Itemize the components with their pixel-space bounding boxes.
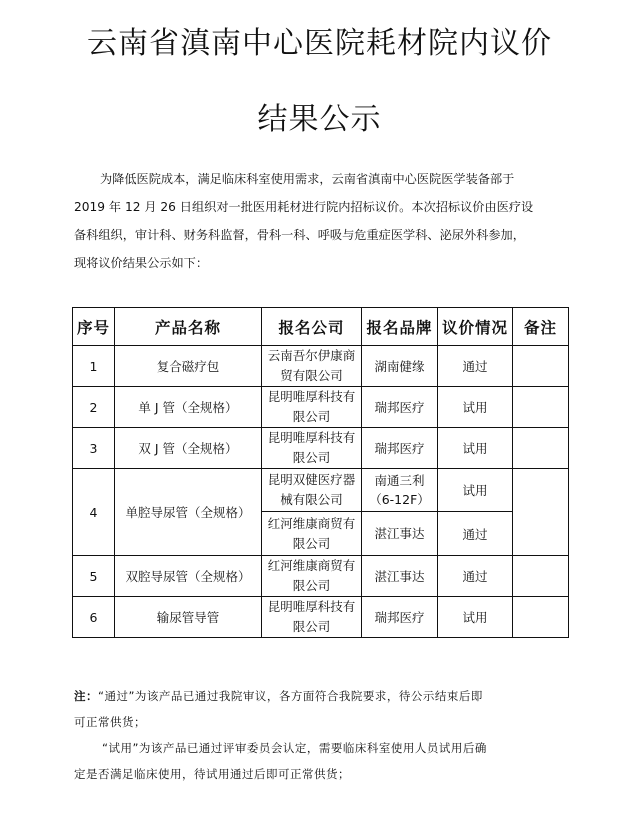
cell-brand: 瑞邦医疗 [362,387,438,428]
table-row [73,469,569,512]
cell-company: 红河维康商贸有 限公司 [262,556,362,597]
table-row [73,428,569,469]
note-line: 注：“通过”为该产品已通过我院审议，各方面符合我院要求，待公示结束后即 [74,689,483,703]
cell-company: 昆明双健医疗器 械有限公司 [262,469,362,512]
cell-company: 云南吾尔伊康商 贸有限公司 [262,346,362,387]
header-company: 报名公司 [262,308,362,346]
cell-remark [513,556,569,597]
cell-brand: 湖南健缘 [362,346,438,387]
cell-brand: 南通三利 （6-12F） [362,469,438,512]
cell-no: 3 [73,428,115,469]
intro-paragraph [74,165,574,277]
cell-status: 试用 [438,428,513,469]
table-row [73,346,569,387]
cell-no: 6 [73,597,115,638]
cell-status: 通过 [438,556,513,597]
note-line: 定是否满足临床使用，待试用通过后即可正常供货； [74,767,350,781]
cell-remark [513,428,569,469]
cell-status: 通过 [438,346,513,387]
cell-status: 试用 [438,387,513,428]
cell-brand: 湛江事达 [362,512,438,556]
cell-company: 昆明唯厚科技有 限公司 [262,387,362,428]
note-line: “试用”为该产品已通过评审委员会认定，需要临床科室使用人员试用后确 [102,741,487,755]
cell-brand: 湛江事达 [362,556,438,597]
cell-product: 双腔导尿管（全规格） [115,556,262,597]
intro-line: 备科组织，审计科、财务科监督，骨科一科、呼吸与危重症医学科、泌尿外科参加， [74,228,525,242]
notes-section [74,683,574,787]
cell-status: 试用 [438,469,513,512]
cell-no: 1 [73,346,115,387]
document-title-line-2: 结果公示 [257,102,382,137]
cell-brand: 瑞邦医疗 [362,428,438,469]
cell-remark [513,597,569,638]
cell-company: 昆明唯厚科技有 限公司 [262,428,362,469]
cell-product: 单 J 管（全规格） [115,387,262,428]
cell-remark [513,387,569,428]
note-line: 可正常供货； [74,715,146,729]
cell-company: 昆明唯厚科技有 限公司 [262,597,362,638]
cell-product: 单腔导尿管（全规格） [115,469,262,556]
header-remark: 备注 [513,308,569,346]
table-row [73,597,569,638]
table-row [73,556,569,597]
cell-product: 输尿管导管 [115,597,262,638]
cell-no: 4 [73,469,115,556]
header-product: 产品名称 [115,308,262,346]
document-title-line-1: 云南省滇南中心医院耗材院内议价 [87,26,552,61]
cell-product: 双 J 管（全规格） [115,428,262,469]
results-table [72,307,569,638]
cell-no: 2 [73,387,115,428]
cell-status: 试用 [438,597,513,638]
note-label: 注： [74,689,98,703]
table-header-row [73,308,569,346]
cell-brand: 瑞邦医疗 [362,597,438,638]
header-no: 序号 [73,308,115,346]
cell-product: 复合磁疗包 [115,346,262,387]
cell-no: 5 [73,556,115,597]
intro-line: 为降低医院成本，满足临床科室使用需求，云南省滇南中心医院医学装备部于 [100,172,515,186]
intro-line: 现将议价结果公示如下： [74,256,209,270]
header-brand: 报名品牌 [362,308,438,346]
cell-remark [513,346,569,387]
cell-company: 红河维康商贸有 限公司 [262,512,362,556]
intro-line: 2019 年 12 月 26 日组织对一批医用耗材进行院内招标议价。本次招标议价由医疗设 [74,200,534,214]
cell-remark [513,469,569,556]
cell-status: 通过 [438,512,513,556]
table-row [73,387,569,428]
header-status: 议价情况 [438,308,513,346]
